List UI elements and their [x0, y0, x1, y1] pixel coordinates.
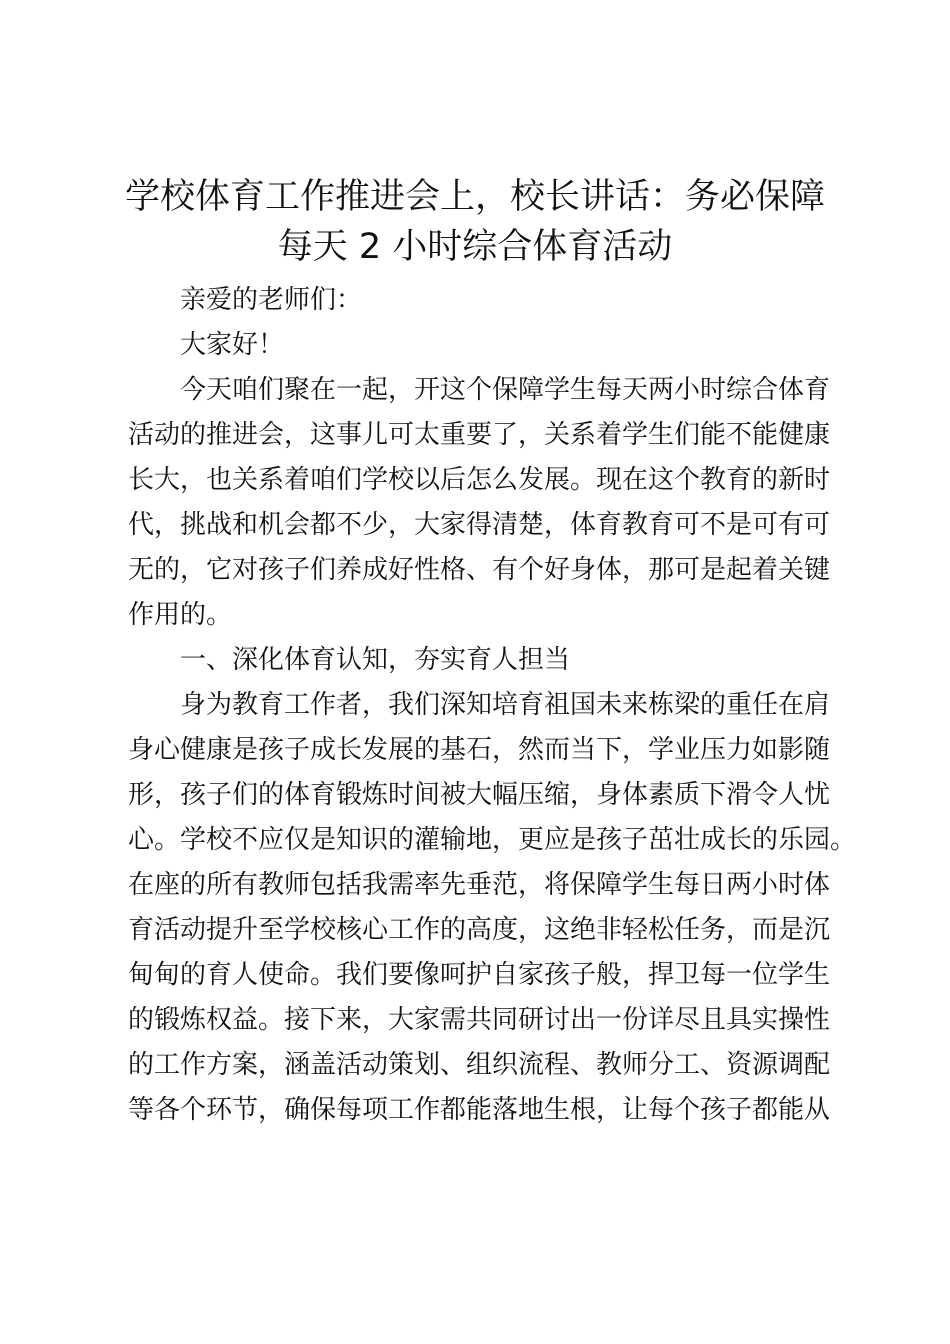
- paragraph-line: 身为教育工作者，我们深知培育祖国未来栋梁的重任在肩: [180, 690, 831, 720]
- document-title: [100, 172, 850, 272]
- paragraph-line: 作用的。: [128, 600, 233, 630]
- paragraph-line: 今天咱们聚在一起，开这个保障学生每天两小时综合体育: [180, 375, 831, 405]
- paragraph-line: 形，孩子们的体育锻炼时间被大幅压缩，身体素质下滑令人忧: [128, 780, 831, 810]
- paragraph-line: 在座的所有教师包括我需率先垂范，将保障学生每日两小时体: [128, 870, 831, 900]
- paragraph-line: 育活动提升至学校核心工作的高度，这绝非轻松任务，而是沉: [128, 915, 831, 945]
- title-line-1: 学校体育工作推进会上，校长讲话：务必保障: [124, 177, 825, 217]
- paragraph-line: 代，挑战和机会都不少，大家得清楚，体育教育可不是可有可: [128, 510, 831, 540]
- paragraph-line: 身心健康是孩子成长发展的基石，然而当下，学业压力如影随: [128, 735, 831, 765]
- paragraph-line: 活动的推进会，这事儿可太重要了，关系着学生们能不能健康: [128, 420, 831, 450]
- paragraph-line: 心。学校不应仅是知识的灌输地，更应是孩子茁壮成长的乐园。: [128, 825, 857, 855]
- greeting: 大家好！: [180, 330, 285, 360]
- paragraph-line: 的锻炼权益。接下来，大家需共同研讨出一份详尽且具实操性: [128, 1005, 831, 1035]
- paragraph-line: 长大，也关系着咱们学校以后怎么发展。现在这个教育的新时: [128, 465, 831, 495]
- section-heading: 一、深化体育认知，夯实育人担当: [180, 645, 571, 675]
- paragraph-line: 无的，它对孩子们养成好性格、有个好身体，那可是起着关键: [128, 555, 831, 585]
- paragraph-line: 的工作方案，涵盖活动策划、组织流程、教师分工、资源调配: [128, 1050, 831, 1080]
- title-line-2: 每天 2 小时综合体育活动: [277, 227, 673, 267]
- paragraph-line: 等各个环节，确保每项工作都能落地生根，让每个孩子都能从: [128, 1095, 831, 1125]
- salutation: 亲爱的老师们：: [180, 285, 363, 315]
- paragraph-line: 甸甸的育人使命。我们要像呵护自家孩子般，捍卫每一位学生: [128, 960, 831, 990]
- document-body: [128, 278, 857, 1133]
